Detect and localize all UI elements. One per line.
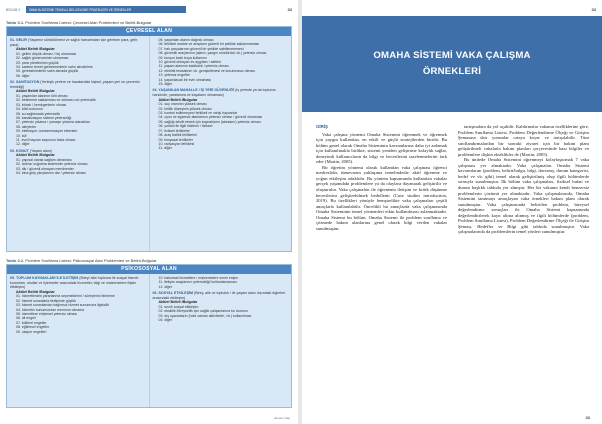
symptom-item: 11. diğer — [158, 146, 172, 151]
symptom-item: 03. böcek / kemirgenlerin olması — [16, 102, 67, 107]
symptom-item: 15. diğer — [158, 82, 173, 87]
symptom-item: 04. kötü kokunun — [16, 107, 43, 112]
left-page-header — [6, 6, 292, 16]
symptom-item: 08. eğitimsel engeller — [16, 325, 50, 330]
symptom-item: 07. yetersiz yıkama / çamaşır yıkama olanakları — [16, 120, 90, 125]
symptom-item: 02. ısıtma/ soğutma sisteminin yetersiz olması — [16, 162, 88, 167]
problem-group-heading — [10, 80, 146, 89]
symptom-item: 05. hizmetlere erişimsel yetersiz olması — [16, 312, 78, 316]
symptom-item: 11. evcil hayvan sayısının fazla olması — [16, 138, 76, 143]
symptom-item: 02. hizmet sunanlarla iletişimde güçlük — [16, 298, 76, 303]
symptom-item: 07. fiziksel tehlikeler — [158, 128, 190, 133]
symptom-item: 08. güvenlik araçlarının (alarm, yangın söndürücü vb.) yetersiz olması — [158, 51, 267, 56]
body-column-right — [458, 124, 589, 235]
symptom-item: 09. ulaşım engelleri — [16, 329, 47, 334]
body-paragraph: tartışmalara da yol açabilir. Kaldırmalar vakanın özelliklerine göre, Problem Sınıflama Listesi, Problem Değerlendirme Ölçeği ve Girişim Şemasına dair yorumlar ortaya koyar ve tartışılabilir. Tüm sınıflandırmalardan bir sonraki ziyaret için bir bakım planı geliştirilmeli vakalarla bakım planları çerçevesinde bazı bilgiler ve problemlere ilişkin eksiklikler de (Martin, 2005). — [458, 124, 589, 157]
symptom-item: 10. küf — [16, 133, 27, 138]
problem-code: 02. SANİTASYON — [10, 80, 40, 85]
problem-description: (Birey/ aile/ topluma ile sosyal hizmet kurumları, okullar ve işletmeler arasındaki hizmetler, bilgi ve malzemelere ilişkin etkileşim) — [10, 276, 139, 290]
symptom-item: 03. para yönetiminin güçlük — [16, 60, 59, 65]
symptom-item: 02. eksiklik /bireysellik için sağlık çalışanlarına bu durumu — [158, 309, 248, 314]
table2 — [6, 264, 292, 408]
symptom-item: 03. dış uyaranların (hobi zaman aktiviteleri, vb.) kullanılması — [158, 313, 252, 318]
symptom-item: 12. diğer — [16, 142, 30, 147]
symptom-item: 01. yapısal olarak sağlam olmaması — [16, 158, 72, 163]
symptom-item: 07. kültürel engeller — [16, 320, 47, 325]
symptom-item: 14. yaşanılacak bir evin olmaması — [158, 77, 212, 82]
symptom-item: 04. bina giriş çıkışlarının dar / yetersiz olması — [16, 171, 87, 176]
continued-note: devamı bilgi — [273, 416, 290, 420]
symptom-item: 06. yoldan ile ilgili risklerin / fiziksel — [158, 124, 213, 129]
symptom-item: 06. diğer — [16, 73, 30, 78]
symptom-item: 12. elektrik tesisatının vb. genişletilmesi ve korunmasız olması — [158, 68, 255, 73]
banner-title-line-2: ÖRNEKLERİ — [422, 66, 482, 77]
table2-caption-text: Problem Sınıflama Listesi: Psikososyal Alan Problemleri ve Belirti-Bulgular — [25, 258, 157, 263]
problem-code: 04. YAŞANILAN MAHALLE / İŞ YERİ GÜVENLİĞİ — [152, 88, 235, 93]
problem-code: 03. KONUT — [10, 148, 29, 153]
table2-header: PSİKOSOSYAL ALAN — [7, 265, 291, 274]
signs-symptoms-heading: Aktüel Belirti /Bulgular — [16, 289, 55, 294]
right-page-footer-number: 33 — [585, 415, 590, 420]
table1-caption — [6, 20, 151, 25]
symptom-item: 02. beslenme saklanması ve dolması ndı yetersizlik — [16, 98, 96, 103]
problem-description: (Yaşamın sürdürülmesi ve sağlık harcamaları için gereken para, gelir, para) — [10, 38, 138, 47]
table2-column-right — [149, 274, 292, 407]
symptom-item: 04. oyun ve egzersiz alanlarının yetersiz olması / güvenli olmaması — [158, 115, 263, 120]
chapter-title-bar: OMAHA SİSTEMİ TEMELLİ BELGELEME PRATİKLERİ VE ÖRNEKLER — [26, 6, 186, 13]
problem-description: (İş yerinde ya da topluma haricinde, yaralanma ve kayaların olmaması) — [152, 88, 276, 98]
symptom-item: 13. yetersiz engeller — [158, 73, 190, 78]
symptom-item: 01. suç oranının yüksek olması — [158, 102, 207, 107]
symptom-item: 01. sınırlı sosyal etkileşim — [158, 305, 199, 309]
signs-symptoms-heading: Aktüel Belirti /Bulgular — [16, 47, 55, 52]
problem-code: 05. TOPLUM KAYNAKLARI İLE İLETİŞİM — [10, 276, 79, 280]
symptom-item: 04. sadece temel gereksinimlerin satın alınabilme — [16, 65, 93, 69]
body-paragraph: Vaka çalışma yöntemi Omaha Sistemini öğrenmek ve öğretmek için yaygın kullanılan, en etkili ve güçlü stratejilerden biridir. Bu bölüm genel olarak Omaha Sisteminin kavramlarına daha iyi anlamak için kullanılmakla birlikte, sistemi yeniden geliştirme kolaylık sağlar, deneyimli kullanıcıların da bilgi ve becerilerini tazelenmelerini fark eder (Martin, 2005). — [316, 131, 447, 165]
table2-column-left — [7, 274, 149, 407]
page-number: 33 — [287, 7, 292, 12]
symptom-item: 12. diğer — [158, 284, 173, 289]
problem-group-heading — [10, 276, 146, 290]
symptom-item: 08. araç trafikli tehlikeleri — [158, 133, 198, 138]
signs-symptoms-heading: Aktüel Belirti /Bulgular — [16, 153, 55, 158]
signs-symptoms-heading: Aktüel Belirti /Bulgular — [158, 97, 198, 102]
right-page-header — [308, 6, 596, 16]
signs-symptoms-heading: Aktüel Belirti /Bulgular — [158, 300, 198, 305]
problem-code: 06. SOSYAL ETKİLEŞİM — [152, 291, 194, 296]
body-paragraph: Bu ünitede Omaha Sistemini öğrenmeyi kolaylaştırmak 7 vaka çalışması yer almaktadır. Vaka çalışmaları Omaha Sistemi kavramlarını (problem, belirti/bulgu, bilgi, davranış, durum kategorisi, hedef ve vb. gibi) temel alarak geliştirilmiş olup ilgili bölümlerde sırasıyla sunulmuştur. İlk bölüm vaka çalışmaları, fiziksel bulan ve durum başlıklı tabloda yer almıştır. Her bir vakanın kendi benzersiz problemlerin çözümü yer almaktadır. Vaka çalışmalarında, Omaha Sistemini tanıtmayı amaçlayan vaka örnekleri bakım planı olarak sunulmuştur. Vaka çalışmasında belirtilen problem, bireysel değerlendirme sonuçları ile Omaha Sistemi kapsamında değerlendirilerek kayıt altına alınmış ve ilgili bölümlerde (problem, Problem Sınıflama Listesi), Problem Değerlendirme Ölçeği ile Girişim Şeması, Hedefler ve Bilgi gibi tabloda sunulmuştur. Vaka çalışmalarında da problemlerin temel yönleri sunulmuştur. — [458, 157, 589, 235]
body-paragraph: Bir öğretim yöntemi olarak kullanılan vaka çalışması öğrenci merkezlidir, tümevarım yaklaşıma temelindedir; aktif öğrenme ve yoğun etkileşim odaklıdır. Bu yöntem kapsamında kullanılan vakalar gerçek yaşamdaki problemlere ya da olaylara dayanarak geliştirilir ve oluşturulur. Vaka çalışmaları ile öğrenenin iletişim ve kritik düşünme becerilerini geliştirebilmek hedeflenir (Case studies introduction, 2019). Bu özellikleri yönüyle hemşirelikte vaka çalışmaları çeşitli amaçlarla kullanılabilir. Öncelikli bu amaçlarda vaka çalışmasında Omaha Sisteminin temel yöntemleri etkin kullanılması aslanmaktadır. Omaha Sistemi bu bölüm, Omaha Sistemi ile problem sınıflama ve çözmede bakım alanlarına genel olarak bilgi verilen vakalar sunulmuştur. — [316, 164, 447, 231]
table1-caption-text: Problem Sınıflama Listesi: Çevresel Alan Problemleri ve Belirti-Bulgular — [25, 20, 152, 25]
symptom-item: 09. kurşun bazlı boya kullanımı — [158, 55, 207, 60]
problem-group-heading — [153, 291, 289, 300]
symptom-item: 01. yaşanılan alanının kirli olması — [16, 94, 68, 98]
chapter-label: BÖLÜM 3 — [6, 8, 20, 12]
symptom-item: 04. diğer — [158, 318, 173, 323]
symptom-item: 07. halı parçalarının güvenli bir şekilde sabitlenmemesi — [158, 46, 244, 51]
symptom-item: 05. gereksinimlerini satın almada güçlük — [16, 69, 79, 74]
symptom-item: 02. kirlilik düzeyinin yüksek olması — [158, 106, 212, 111]
symptom-item: 02. sağlık güvencesinin olmaması — [16, 56, 69, 61]
chapter-banner — [302, 16, 602, 112]
symptom-item: 10. bakımsal hizmetlere / malzemelere sınırlı erişim — [158, 276, 239, 280]
table1-caption-label: Tablo 3.1. — [6, 20, 25, 25]
banner-title-line-1: OMAHA SİSTEMİ VAKA ÇALIŞMA — [373, 50, 531, 61]
problem-code: 01. GELİR — [10, 38, 27, 42]
table1-column-left — [7, 36, 149, 251]
symptom-item: 01. gelirin düşük olması / hiç olmaması — [16, 51, 77, 56]
section-heading: GİRİŞ — [316, 124, 328, 129]
symptom-item: 11. yaşam alanının kalabalık / yetersiz olması — [158, 64, 229, 69]
table2-caption — [6, 258, 157, 263]
symptom-item: 03. dik / güvenli olmayan merdivenler — [16, 166, 74, 171]
table1 — [6, 26, 292, 252]
symptom-item: 11. iletişim araçlarının yetersizliği/ kullanılamaması — [158, 280, 237, 285]
problem-description: (Birey, aile ve topluluk / ile yaşam alanı dışındaki diğerleri arasındaki etkileşim) — [152, 291, 286, 300]
body-column-left — [316, 124, 447, 231]
right-page — [302, 0, 602, 424]
right-page-number: 33 — [591, 7, 596, 12]
problem-description: (Yaşam alanı) — [28, 148, 52, 153]
symptom-item: 06. tehlikeli madde ve araçların güvenli bir şekilde saklanmaması — [158, 42, 260, 47]
symptom-item: 10. radyasyon tehlikesi — [158, 141, 195, 146]
symptom-item: 03. kontrol edilemeyen/ tehlikeli ve vahşi hayvanlar — [158, 111, 238, 116]
problem-group-heading — [153, 88, 289, 97]
symptom-item: 08. alerjenler — [16, 124, 37, 129]
symptom-item: 04. hizmetin sunumundan memnun olmama — [16, 307, 85, 312]
problem-group-heading — [10, 38, 146, 47]
signs-symptoms-heading: Aktüel Belirti /Bulgular — [16, 89, 55, 94]
symptom-item: 01. hizmetlerden yararlanma seçeneklerini / süreçlerini bilmeme — [16, 294, 115, 299]
symptom-item: 09. infeksiyon -kontaminasyon etkenleri — [16, 129, 78, 134]
table1-column-right — [149, 36, 292, 251]
symptom-item: 06. dil engeli — [16, 316, 36, 321]
symptom-item: 06. kanalizasyon sistemi yetersizliği — [16, 116, 72, 121]
symptom-item: 10. güvenli olmayan ev aygıtları / aletleri — [158, 60, 221, 65]
symptom-item: 05. yaşanılan alanın dağınık olması — [158, 38, 214, 42]
table2-caption-label: Tablo 3.2. — [6, 258, 25, 263]
symptom-item: 09. kimyasal tehlikeler — [158, 137, 193, 142]
symptom-item: 05. su sağlamada yetersizlik — [16, 111, 60, 116]
left-page — [0, 0, 298, 424]
table1-header: ÇEVRESEL ALAN — [7, 27, 291, 36]
problem-description: (Yerleşik yerlere ve havalardaki kişisel, yaşam yeri ve çevrenin temizliği) — [10, 80, 140, 89]
symptom-item: 03. hizmet sunanlardan bağımsız hizmet sunumuna ilgisizlik — [16, 303, 109, 308]
symptom-item: 05. sağlığı tehdit etmek için kaynakların (alanların) yetersiz olması — [158, 119, 261, 124]
